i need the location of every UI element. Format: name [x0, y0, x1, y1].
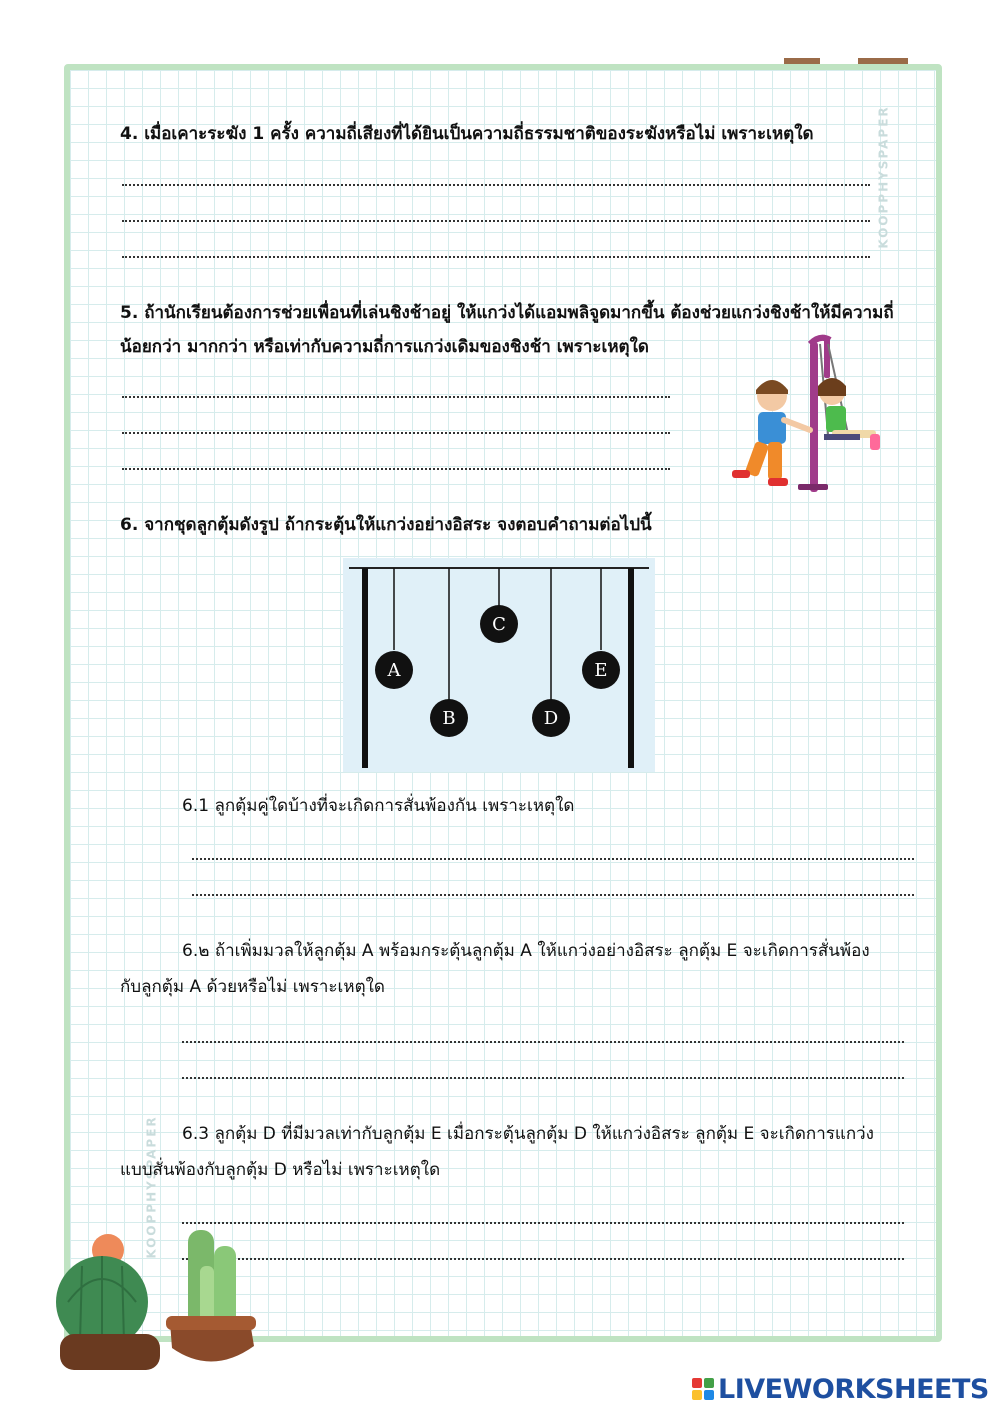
label-b: B — [442, 708, 456, 729]
brand-logo[interactable] — [692, 1374, 989, 1404]
label-d: D — [543, 708, 559, 729]
watermark-bottom: KOOPPHYSPAPER — [144, 1115, 159, 1259]
question-6: 6. จากชุดลูกตุ้มดังรูป ถ้ากระตุ้นให้แกว่งอย่างอิสระ จงตอบคำถามต่อไปนี้ — [120, 515, 652, 535]
answer-line-q5-1[interactable] — [122, 396, 670, 398]
right-post — [628, 568, 634, 768]
question-6-2-line1: 6.๒ ถ้าเพิ่มมวลให้ลูกตุ้ม A พร้อมกระตุ้นลูกตุ้ม A ให้แกว่งอย่างอิสระ ลูกตุ้ม E จะเกิดการสั่นพ้อง — [182, 941, 870, 961]
question-5-line2: น้อยกว่า มากกว่า หรือเท่ากับความถี่การแกว่งเดิมของชิงช้า เพราะเหตุใด — [120, 337, 649, 357]
answer-line-q6-3-2[interactable] — [182, 1258, 904, 1260]
answer-line-q5-3[interactable] — [122, 468, 670, 470]
answer-line-q5-2[interactable] — [122, 432, 670, 434]
label-a: A — [387, 660, 401, 681]
pendulum-diagram — [343, 558, 655, 772]
question-6-3-line1: 6.3 ลูกตุ้ม D ที่มีมวลเท่ากับลูกตุ้ม E เมื่อกระตุ้นลูกตุ้ม D ให้แกว่งอิสระ ลูกตุ้ม E จะเกิดการแกว่ง — [182, 1124, 874, 1144]
answer-line-q4-3[interactable] — [122, 256, 870, 258]
answer-line-q6-3-1[interactable] — [182, 1222, 904, 1224]
question-4: 4. เมื่อเคาะระฆัง 1 ครั้ง ความถี่เสียงที่ได้ยินเป็นความถี่ธรรมชาติของระฆังหรือไม่ เพราะเหตุใด — [120, 124, 814, 144]
answer-line-q4-2[interactable] — [122, 220, 870, 222]
question-6-1: 6.1 ลูกตุ้มคู่ใดบ้างที่จะเกิดการสั่นพ้องกัน เพราะเหตุใด — [182, 796, 575, 816]
question-6-3-line2: แบบสั่นพ้องกับลูกตุ้ม D หรือไม่ เพราะเหตุใด — [120, 1160, 441, 1180]
answer-line-q6-2-1[interactable] — [182, 1041, 904, 1043]
label-c: C — [492, 614, 506, 635]
brand-logo-icon — [692, 1378, 714, 1400]
question-6-2-line2: กับลูกตุ้ม A ด้วยหรือไม่ เพราะเหตุใด — [120, 977, 385, 997]
answer-line-q6-1-2[interactable] — [192, 894, 914, 896]
brand-name: LIVEWORKSHEETS — [718, 1373, 989, 1405]
left-post — [362, 568, 368, 768]
answer-line-q6-2-2[interactable] — [182, 1077, 904, 1079]
question-5-line1: 5. ถ้านักเรียนต้องการช่วยเพื่อนที่เล่นชิงช้าอยู่ ให้แกว่งได้แอมพลิจูดมากขึ้น ต้องช่วยแกว่งชิงช้าให้มีความถี่ — [120, 303, 894, 323]
cactus-decoration — [56, 1226, 266, 1376]
answer-line-q4-1[interactable] — [122, 184, 870, 186]
label-e: E — [594, 660, 608, 681]
answer-line-q6-1-1[interactable] — [192, 858, 914, 860]
swing-illustration — [728, 334, 898, 500]
watermark-top: KOOPPHYSPAPER — [876, 105, 891, 249]
